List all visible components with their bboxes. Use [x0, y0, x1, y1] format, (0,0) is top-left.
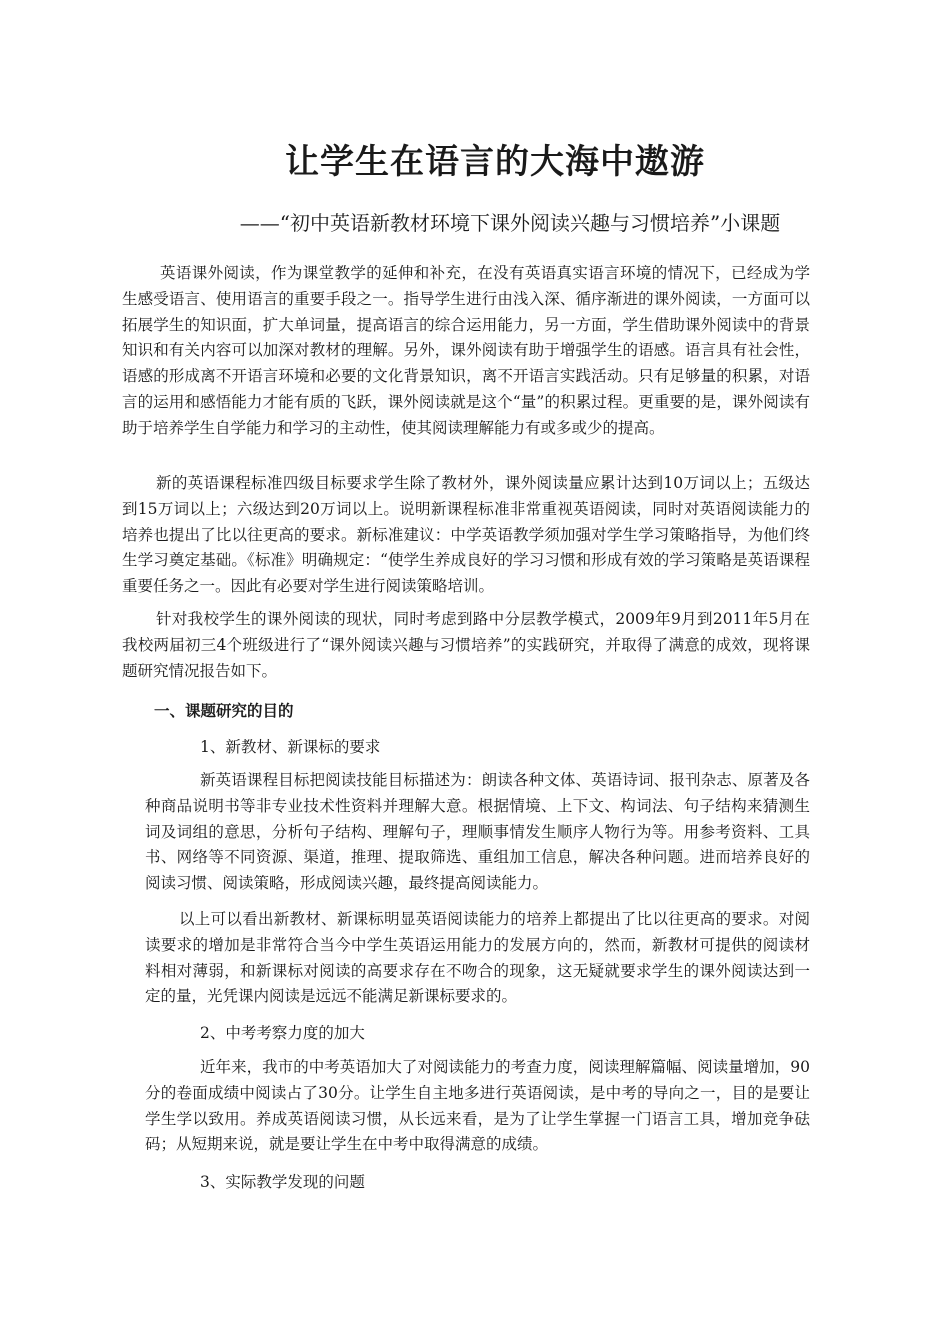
intro-paragraph-1: 英语课外阅读，作为课堂教学的延伸和补充，在没有英语真实语言环境的情况下，已经成为学生感受语言、使用语言的重要手段之一。指导学生进行由浅入深、循序渐进的课外阅读，一方面可以拓展学生的知识面，扩大单词量，提高语言的综合运用能力，另一方面，学生借助课外阅读中的背景知识和有关内容可以加深对教材的理解。另外，课外阅读有助于增强学生的语感。语言具有社会性，语感的形成离不开语言环境和必要的文化背景知识，离不开语言实践活动。只有足够量的积累，对语言的运用和感悟能力才能有质的飞跃，课外阅读就是这个“量”的积累过程。更重要的是，课外阅读有助于培养学生自学能力和学习的主动性，使其阅读理解能力有或多或少的提高。 — [122, 264, 810, 437]
subsection-1-heading: 1、新教材、新课标的要求 — [200, 738, 381, 756]
subsection-1-paragraph-2: 以上可以看出新教材、新课标明显英语阅读能力的培养上都提出了比以往更高的要求。对阅读要求的增加是非常符合当今中学生英语运用能力的发展方向的，然而，新教材可提供的阅读材料相对薄弱，和新课标对阅读的高要求存在不吻合的现象，这无疑就要求学生的课外阅读达到一定的量，光凭课内阅读是远远不能满足新课标要求的。 — [145, 910, 810, 1006]
section-1-heading: 一、课题研究的目的 — [154, 701, 294, 720]
subsection-1-paragraph-1: 新英语课程目标把阅读技能目标描述为：朗读各种文体、英语诗词、报刊杂志、原著及各种商品说明书等非专业技术性资料并理解大意。根据情境、上下文、构词法、句子结构来猜测生词及词组的意思，分析句子结构、理解句子，理顺事情发生顺序人物行为等。用参考资料、工具书、网络等不同资源、渠道，推理、提取筛选、重组加工信息，解决各种问题。进而培养良好的阅读习惯、阅读策略，形成阅读兴趣，最终提高阅读能力。 — [145, 771, 810, 893]
subsection-2-paragraph: 近年来，我市的中考英语加大了对阅读能力的考查力度，阅读理解篇幅、阅读量增加，90分的卷面成绩中阅读占了30分。让学生自主地多进行英语阅读，是中考的导向之一，目的是要让学生学以致用。养成英语阅读习惯，从长远来看，是为了让学生掌握一门语言工具，增加竞争砝码；从短期来说，就是要让学生在中考中取得满意的成绩。 — [145, 1058, 810, 1154]
document-subtitle: ——“初中英语新教材环境下课外阅读兴趣与习惯培养”小课题 — [239, 211, 781, 235]
subsection-2-heading: 2、中考考察力度的加大 — [200, 1024, 365, 1042]
subsection-3-heading: 3、实际教学发现的问题 — [200, 1173, 365, 1191]
intro-paragraph-3: 针对我校学生的课外阅读的现状，同时考虑到路中分层教学模式，2009年9月到2011年5月在我校两届初三4个班级进行了“课外阅读兴趣与习惯培养”的实践研究，并取得了满意的成效，现将课题研究情况报告如下。 — [122, 610, 810, 680]
intro-paragraph-2: 新的英语课程标准四级目标要求学生除了教材外，课外阅读量应累计达到10万词以上；五级达到15万词以上；六级达到20万词以上。说明新课程标准非常重视英语阅读，同时对英语阅读能力的培养也提出了比以往更高的要求。新标准建议：中学英语教学须加强对学生学习策略指导，为他们终生学习奠定基础。《标准》明确规定：“使学生养成良好的学习习惯和形成有效的学习策略是英语课程重要任务之一。因此有必要对学生进行阅读策略培训。 — [122, 474, 810, 596]
document-title: 让学生在语言的大海中遨游 — [285, 142, 705, 182]
